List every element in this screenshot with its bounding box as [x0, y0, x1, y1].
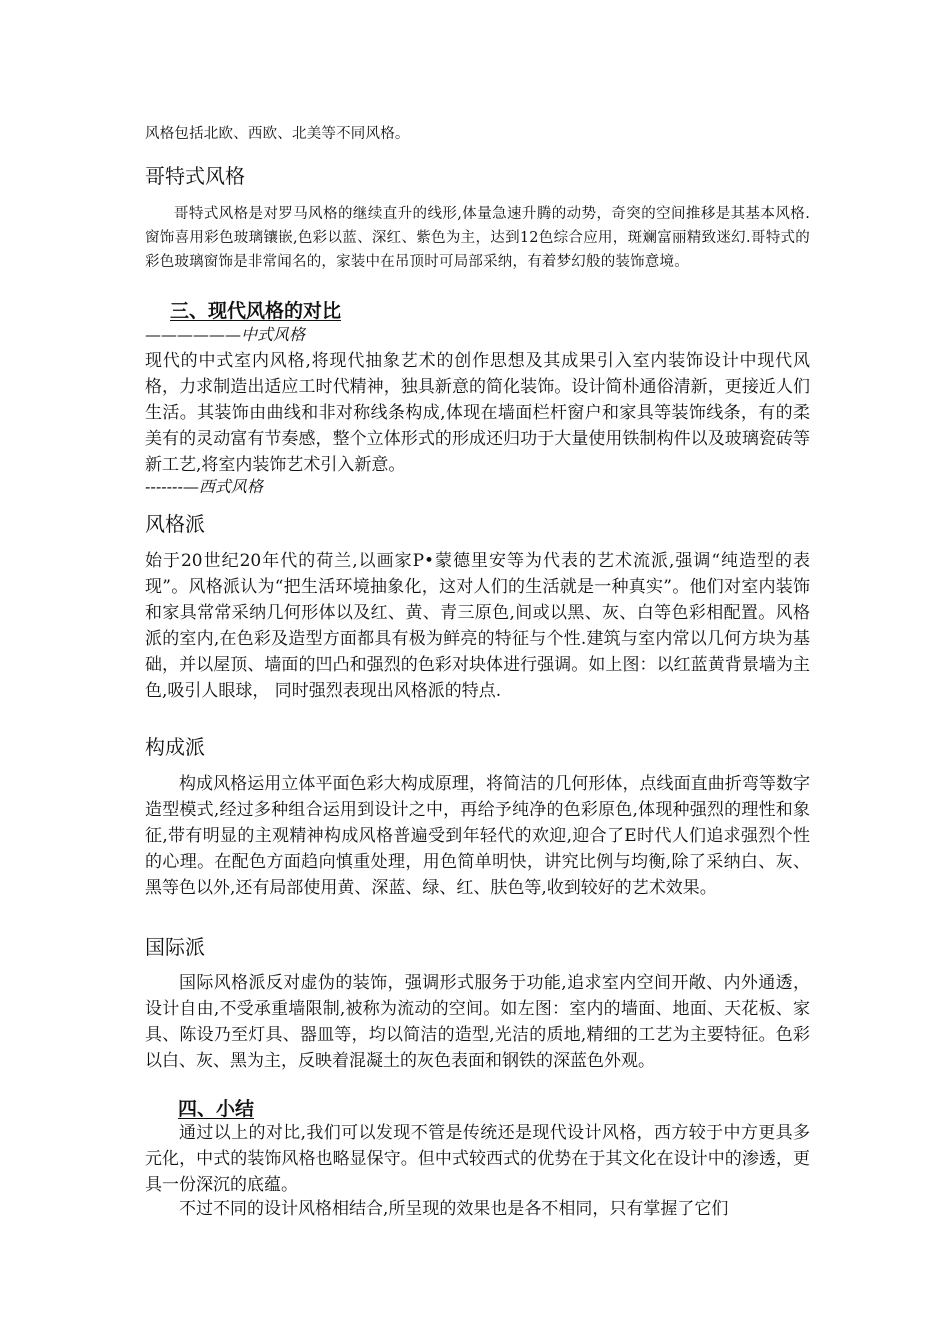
- international-heading: 国际派: [145, 935, 205, 959]
- continuation-line: 风格包括北欧、西欧、北美等不同风格。: [145, 126, 410, 142]
- summary-paragraph-1: 通过以上的对比,我们可以发现不管是传统还是现代设计风格，西方较于中方更具多元化，中式的装饰风格也略显保守。但中式较西式的优势在于其文化在设计中的渗透，更具一份深沉的底蕴。: [145, 1123, 810, 1195]
- chinese-style-subheading: ——————中式风格: [145, 325, 306, 344]
- section-3-heading: 三、现代风格的对比: [170, 300, 342, 322]
- summary-paragraph-2: 不过不同的设计风格相结合,所呈现的效果也是各不相同，只有掌握了它们: [179, 1199, 729, 1219]
- section-4-heading: 四、小结: [178, 1098, 255, 1120]
- gothic-heading: 哥特式风格: [145, 164, 245, 188]
- international-paragraph: 国际风格派反对虚伪的装饰，强调形式服务于功能,追求室内空间开敞、内外通透，设计自由,不受承重墙限制,被称为流动的空间。如左图：室内的墙面、地面、天花板、家具、陈设乃至灯具、器皿等，均以简洁的造型,光洁的质地,精细的工艺为主要特征。色彩以白、灰、黑为主，反映着混凝土的灰色表面和钢铁的深蓝色外观。: [145, 973, 810, 1071]
- constructivism-heading: 构成派: [145, 735, 205, 759]
- destijl-paragraph: 始于20世纪20年代的荷兰,以画家P•蒙德里安等为代表的艺术流派,强调“纯造型的表现”。风格派认为“把生活环境抽象化，这对人们的生活就是一种真实”。他们对室内装饰和家具常常采纳几何形体以及红、黄、青三原色,间或以黑、灰、白等色彩相配置。风格派的室内,在色彩及造型方面都具有极为鲜亮的特征与个性.建筑与室内常以几何方块为基础，并以屋顶、墙面的凹凸和强烈的色彩对块体进行强调。如上图：以红蓝黄背景墙为主色,吸引人眼球， 同时强烈表现出风格派的特点.: [145, 551, 810, 701]
- gothic-paragraph: 哥特式风格是对罗马风格的继续直升的线形,体量急速升腾的动势，奇突的空间推移是其基本风格.窗饰喜用彩色玻璃镶嵌,色彩以蓝、深红、紫色为主，达到12色综合应用，斑斓富丽精致迷幻.哥特式的彩色玻璃窗饰是非常闻名的，家装中在吊顶时可局部采纳，有着梦幻般的装饰意境。: [145, 206, 810, 270]
- western-style-subheading: -------—西式风格: [145, 477, 263, 496]
- constructivism-paragraph: 构成风格运用立体平面色彩大构成原理，将简洁的几何形体，点线面直曲折弯等数字造型模式,经过多种组合运用到设计之中，再给予纯净的色彩原色,体现种强烈的理性和象征,带有明显的主观精神构成风格普遍受到年轻代的欢迎,迎合了E时代人们追求强烈个性的心理。在配色方面趋向慎重处理，用色简单明快，讲究比例与均衡,除了采纳白、灰、黑等色以外,还有局部使用黄、深蓝、绿、红、肤色等,收到较好的艺术效果。: [145, 774, 810, 898]
- chinese-style-paragraph: 现代的中式室内风格,将现代抽象艺术的创作思想及其成果引入室内装饰设计中现代风格，力求制造出适应工时代精神，独具新意的简化装饰。设计简朴通俗清新，更接近人们生活。其装饰由曲线和非对称线条构成,体现在墙面栏杆窗户和家具等装饰线条，有的柔美有的灵动富有节奏感，整个立体形式的形成还归功于大量使用铁制构件以及玻璃瓷砖等新工艺,将室内装饰艺术引入新意。: [145, 351, 810, 475]
- destijl-heading: 风格派: [145, 512, 205, 536]
